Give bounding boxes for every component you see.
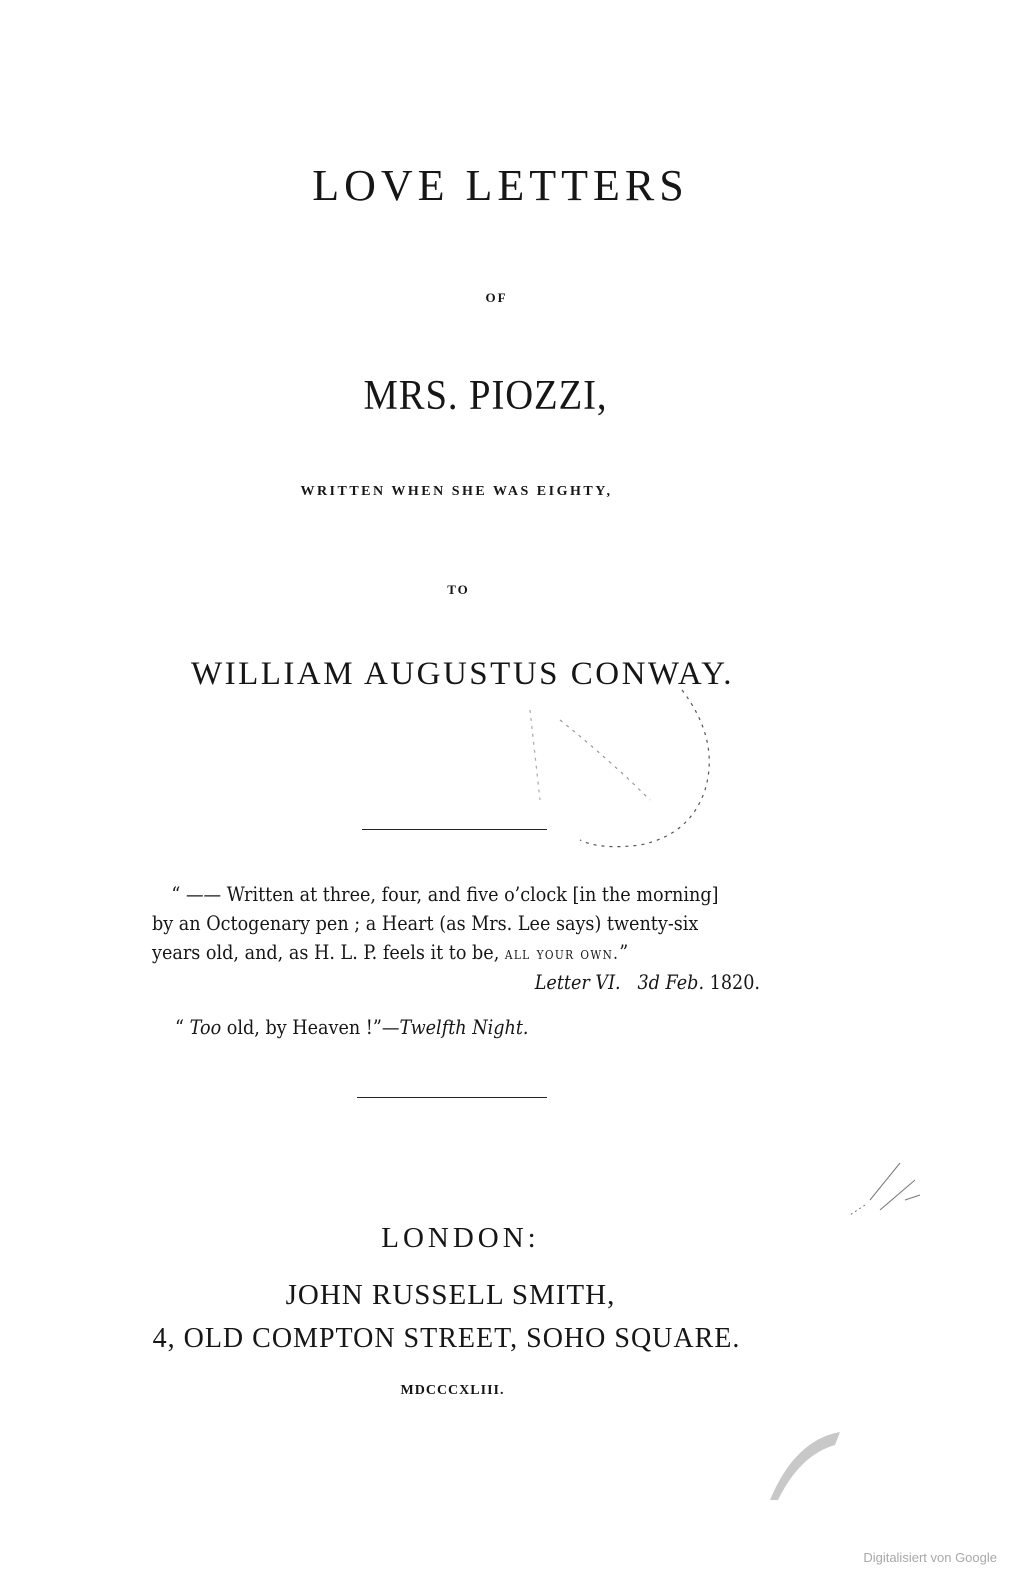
epigraph-line-1-text: Written at three, four, and five o’clock [in the morning] <box>226 882 719 906</box>
imprint-address: 4, OLD COMPTON STREET, SOHO SQUARE. <box>152 1323 741 1354</box>
title-of: OF <box>485 290 508 305</box>
citation-date: 3d Feb. <box>637 970 705 994</box>
book-title: LOVE LETTERS <box>312 161 689 210</box>
citation-letter: Letter VI. <box>534 970 621 994</box>
author-name: MRS. PIOZZI, <box>363 373 608 419</box>
quote-close: ” <box>619 940 629 964</box>
citation-year: 1820. <box>709 970 760 994</box>
second-quote-open: “ <box>175 1015 190 1039</box>
digitization-watermark: Digitalisiert von Google <box>863 1550 997 1565</box>
second-quote-italic: Too <box>189 1015 222 1039</box>
title-to: TO <box>447 582 470 597</box>
epigraph-line-2: by an Octogenary pen ; a Heart (as Mrs. Lee says) twenty-six <box>152 911 699 935</box>
pencil-mark <box>850 1163 920 1215</box>
imprint-publisher: JOHN RUSSELL SMITH, <box>285 1279 616 1311</box>
title-subtitle: WRITTEN WHEN SHE WAS EIGHTY, <box>300 484 613 499</box>
second-quote-source: Twelfth Night. <box>399 1015 529 1039</box>
page-curl-shadow <box>770 1432 840 1500</box>
imprint-year: MDCCCXLIII. <box>400 1383 505 1398</box>
epigraph-line-3-text: years old, and, as H. L. P. feels it to be, <box>152 940 505 964</box>
library-stamp-mark <box>530 690 709 847</box>
epigraph-smallcaps: all your own. <box>504 944 620 964</box>
second-quote-text: old, by Heaven !”— <box>221 1015 400 1039</box>
quote-open-dash: “ —— <box>171 882 227 906</box>
recipient-name: WILLIAM AUGUSTUS CONWAY. <box>190 656 735 692</box>
imprint-city: LONDON: <box>381 1222 540 1254</box>
